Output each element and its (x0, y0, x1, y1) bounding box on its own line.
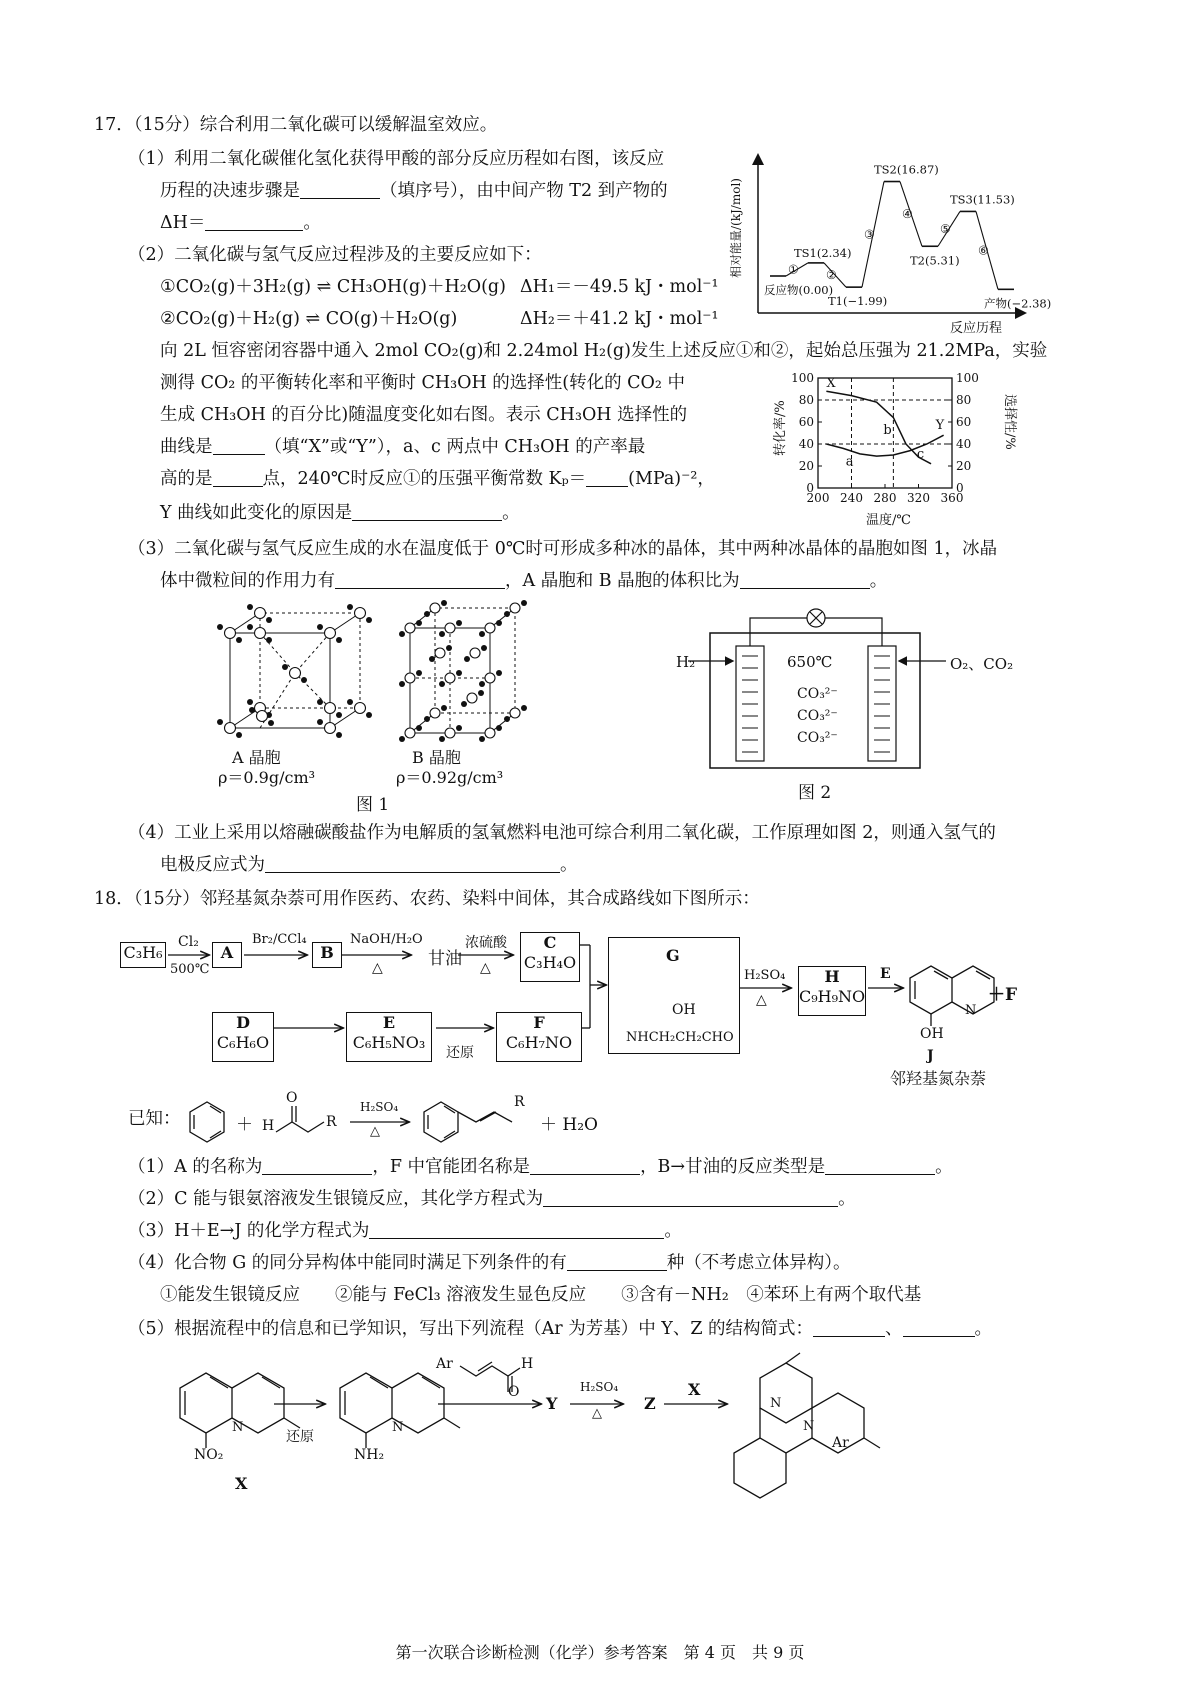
y-tick-label-right: 100 (956, 371, 979, 385)
point-label-b: b (883, 422, 892, 438)
x-reagent: X (688, 1380, 701, 1399)
hydrogen-atom (521, 600, 527, 606)
equation-1 (160, 276, 506, 298)
q17-p1-line2 (160, 180, 668, 202)
q18-q5 (128, 1318, 992, 1340)
phen-n-atom-2: N (803, 1419, 815, 1434)
answer-blank[interactable] (205, 212, 303, 231)
delta-3: △ (756, 992, 767, 1008)
hydrogen-atom (399, 681, 405, 687)
q17-text: ，A 晶胞和 B 晶胞的体积比为 (505, 571, 740, 591)
answer-blank[interactable] (903, 1318, 975, 1337)
phen-ar: Ar (832, 1435, 849, 1451)
y-tick-label-right: 80 (956, 393, 972, 407)
known-label: 已知： (128, 1109, 181, 1129)
oxygen-atom (225, 723, 236, 734)
answer-blank[interactable] (352, 502, 502, 521)
oxygen-atom (445, 728, 455, 738)
x-tick-label: 200 (806, 491, 830, 505)
q17-p1-text: 历程的决速步骤是 (160, 181, 300, 201)
phen-n-atom-1: N (770, 1396, 782, 1411)
hydrogen-atom (439, 631, 445, 637)
hydrogen-atom (301, 677, 307, 683)
y-axis-label-right: 选择性/% (1002, 394, 1017, 450)
q18-text: （2）C 能与银氨溶液发生银镜反应，其化学方程式为 (128, 1189, 544, 1209)
figure-1-caption: 图 1 (356, 795, 390, 815)
hydrogen-atom (479, 736, 485, 742)
h2so4-reagent: H₂SO₄ (744, 968, 786, 983)
hydrogen-atom (247, 604, 253, 610)
hydrogen-atom (496, 725, 502, 731)
oxygen-atom (467, 693, 477, 703)
condition-3: ③含有－NH₂ (621, 1285, 729, 1305)
compound-e-formula: C₆H₅NO₃ (352, 1033, 426, 1052)
oxygen-atom (510, 603, 520, 613)
step-number: ⑤ (940, 221, 951, 236)
compound-f-letter: F (533, 1013, 545, 1032)
s-h2so4: H₂SO₄ (580, 1380, 619, 1394)
equation-text: ①CO₂(g)＋3H₂(g) ⇌ CH₃OH(g)＋H₂O(g) (160, 277, 506, 297)
reduction-label: 还原 (446, 1045, 474, 1061)
answer-blank[interactable] (213, 436, 265, 455)
j-oh-group: OH (920, 1026, 944, 1042)
q18-text: 。 (664, 1221, 682, 1241)
oxygen-atom (225, 628, 236, 639)
condition-1: ①能发生银镜反应 (160, 1285, 300, 1305)
equation-2 (160, 308, 457, 330)
j-n-atom: N (965, 1003, 977, 1018)
conversion-plot (773, 371, 1018, 528)
q17-p1-text: （填序号），由中间产物 T2 到产物的 (380, 181, 668, 201)
y-tick-label: 0 (806, 481, 814, 495)
hydrogen-atom (478, 690, 484, 696)
known-delta: △ (370, 1124, 380, 1139)
equation-2-dh: ΔH₂＝＋41.2 kJ・mol⁻¹ (520, 309, 719, 329)
q18-q4-conditions (160, 1284, 921, 1306)
q17-p1-text: ΔH＝ (160, 213, 206, 233)
hydrogen-atom (317, 719, 323, 725)
hydrogen-atom (456, 670, 462, 676)
hydrogen-atom (366, 712, 372, 718)
q17-text: 高的是 (160, 469, 213, 489)
compound-c-letter: C (543, 933, 557, 952)
hydrogen-atom (416, 620, 422, 626)
cell-b-density: ρ＝0.92g/cm³ (396, 768, 504, 787)
figure-2-caption: 图 2 (798, 783, 832, 803)
hydrogen-atom (217, 624, 223, 630)
hydrogen-atom (236, 732, 242, 738)
answer-blank[interactable] (369, 1220, 664, 1239)
cell-b-atoms (399, 600, 527, 742)
x-tick-label: 360 (940, 491, 964, 505)
compound-c-formula: C₃H₄O (523, 953, 577, 972)
oxygen-atom (325, 723, 336, 734)
x-n-atom: N (232, 1420, 244, 1435)
q17-p2-line8 (160, 468, 715, 490)
oxygen-atom (435, 648, 445, 658)
y-tick-label-right: 60 (956, 415, 972, 429)
oxygen-atom (485, 623, 495, 633)
energy-profile-chart (729, 148, 1052, 338)
series-Y-label: Y (935, 418, 945, 434)
hydrogen-atom (217, 719, 223, 725)
answer-blank[interactable] (530, 1156, 640, 1175)
hydrogen-atom (249, 707, 255, 713)
compound-f-formula: C₆H₇NO (505, 1033, 573, 1052)
oxygen-atom (325, 628, 336, 639)
known-h: H (262, 1118, 275, 1134)
z-label: Z (644, 1394, 656, 1413)
q17-text: 曲线是 (160, 437, 213, 457)
energy-plot (764, 163, 1051, 311)
q17-p1-line1: （1）利用二氧化碳催化氢化获得甲酸的部分反应历程如右图，该反应 (128, 149, 665, 169)
y-tick-label: 100 (791, 371, 814, 385)
q18-text: 。 (974, 1319, 993, 1339)
page-footer: 第一次联合诊断检测（化学）参考答案 第 4 页 共 9 页 (395, 1643, 805, 1662)
y-axis-label: 相对能量/(kJ/mol) (729, 178, 743, 278)
point-label-c: c (916, 447, 925, 462)
q18-title: 18．（15分）邻羟基氮杂萘可用作医药、农药、染料中间体，其合成路线如下图所示： (94, 889, 760, 909)
q18-q2 (128, 1188, 856, 1210)
x-axis-label: 温度/℃ (866, 513, 911, 528)
conversion-chart (770, 366, 1020, 531)
compound-e-letter: E (382, 1013, 396, 1032)
known-o: O (286, 1090, 298, 1106)
y-tick-label: 40 (798, 437, 814, 451)
point-label-a: a (845, 454, 854, 470)
compound-e-box (346, 1012, 432, 1062)
energy-label: T1(−1.99) (828, 294, 888, 309)
oxygen-atom (355, 608, 366, 619)
hydrogen-atom (236, 637, 242, 643)
energy-label: TS2(16.87) (874, 162, 939, 177)
q17-p2-line5: 测得 CO₂ 的平衡转化率和平衡时 CH₃OH 的选择性(转化的 CO₂ 中 (160, 373, 685, 393)
known-h2o: ＋ H₂O (540, 1115, 598, 1135)
compound-j-letter: J (927, 1048, 934, 1064)
hydrogen-atom (461, 701, 467, 707)
energy-label: TS3(11.53) (950, 192, 1015, 207)
delta-1: △ (372, 960, 383, 976)
compound-b-box: B (312, 942, 342, 968)
temp-500: 500℃ (170, 962, 210, 977)
q18-q4 (128, 1252, 851, 1274)
x-no2-group: NO₂ (194, 1447, 224, 1463)
hydrogen-atom (441, 600, 447, 606)
answer-blank[interactable] (825, 1156, 935, 1175)
conc-h2so4: 浓硫酸 (465, 935, 507, 951)
q18-text: 、 (885, 1319, 903, 1339)
answer-blank[interactable] (300, 180, 380, 199)
hydrogen-atom (282, 664, 288, 670)
oxygen-atom (445, 623, 455, 633)
cell-a-density: ρ＝0.9g/cm³ (218, 768, 316, 787)
hydrogen-atom (317, 699, 323, 705)
s-reduction: 还原 (286, 1429, 314, 1445)
compound-h-box (798, 966, 866, 1016)
q18-text: （4）化合物 G 的同分异构体中能同时满足下列条件的有 (128, 1253, 567, 1273)
q18-text: （5）根据流程中的信息和已学知识，写出下列流程（Ar 为芳基）中 Y、Z 的结构简式： (128, 1319, 814, 1339)
series-Y-line (826, 435, 943, 456)
hydrogen-atom (366, 617, 372, 623)
q17-text: （填“X”或“Y”），a、c 两点中 CH₃OH 的产率最 (264, 437, 646, 457)
q17-p1-text: 。 (303, 213, 321, 233)
oxygen-atom (290, 668, 301, 679)
cl2-reagent: Cl₂ (178, 934, 199, 950)
oxygen-atom (485, 673, 495, 683)
hydrogen-atom (504, 716, 510, 722)
q18-q3 (128, 1220, 682, 1242)
compound-d-box (212, 1012, 274, 1062)
compound-h-letter: H (824, 967, 840, 986)
hydrogen-atom (317, 624, 323, 630)
condition-4: ④苯环上有两个取代基 (746, 1285, 922, 1305)
delta-2: △ (480, 960, 491, 976)
y-tick-label: 20 (798, 459, 814, 473)
y-tick-label-right: 20 (956, 459, 972, 473)
q17-p3-line2 (160, 570, 887, 592)
cell-temperature: 650℃ (787, 653, 833, 671)
q17-p2-line4: 向 2L 恒容密闭容器中通入 2mol CO₂(g)和 2.24mol H₂(g)发生上述反应①和②，起始总压强为 21.2MPa，实验 (160, 341, 1048, 361)
hydrogen-atom (247, 624, 253, 630)
compound-j-name: 邻羟基氮杂萘 (890, 1069, 987, 1088)
hydrogen-atom (268, 720, 274, 726)
carbonate-ion-3: CO₃²⁻ (797, 730, 838, 746)
q17-text: 电极反应式为 (160, 855, 265, 875)
q17-text: Y 曲线如此变化的原因是 (160, 503, 353, 523)
equation-text: ②CO₂(g)＋H₂(g) ⇌ CO(g)＋H₂O(g) (160, 309, 458, 329)
q18-text: ，F 中官能团名称是 (372, 1157, 531, 1177)
q18-text: 。 (838, 1189, 856, 1209)
c3h6-box: C₃H₆ (120, 942, 166, 968)
q17-text: 点，240℃时反应①的压强平衡常数 Kₚ＝ (262, 469, 587, 489)
energy-label: T2(5.31) (910, 253, 960, 268)
oxygen-atom (485, 728, 495, 738)
q18-text: （3）H＋E→J 的化学方程式为 (128, 1221, 370, 1241)
oxygen-atom (255, 628, 266, 639)
hydrogen-atom (439, 736, 445, 742)
x-tick-label: 240 (840, 491, 863, 505)
oxygen-atom (255, 608, 266, 619)
y-axis-label-left: 转化率/% (773, 400, 788, 456)
hydrogen-atom (441, 705, 447, 711)
x-axis-label: 反应历程 (950, 321, 1003, 336)
q17-p4-line2 (160, 854, 578, 876)
hydrogen-atom (399, 631, 405, 637)
q17-text: 体中微粒间的作用力有 (160, 571, 335, 591)
q18-text: 种（不考虑立体异构）。 (666, 1253, 851, 1273)
step-number: ② (826, 268, 837, 283)
compound-h-formula: C₉H₉NO (799, 987, 866, 1006)
x-tick-label: 280 (873, 491, 897, 505)
hydrogen-atom (347, 699, 353, 705)
hydrogen-atom (247, 699, 253, 705)
compound-d-letter: D (236, 1013, 250, 1032)
oxygen-atom (430, 603, 440, 613)
hydrogen-atom (347, 604, 353, 610)
step-number: ③ (864, 227, 875, 242)
h2-inlet-label: H₂ (676, 653, 696, 671)
hydrogen-atom (266, 637, 272, 643)
y-tick-label-right: 40 (956, 437, 972, 451)
hydrogen-atom (336, 732, 342, 738)
carbonate-ion-2: CO₃²⁻ (797, 708, 838, 724)
hydrogen-atom (336, 712, 342, 718)
oxygen-atom (355, 703, 366, 714)
q17-p2-line1: （2）二氧化碳与氢气反应过程涉及的主要反应如下： (128, 245, 542, 265)
answer-blank[interactable] (543, 1188, 838, 1207)
glycerol: 甘油 (428, 949, 462, 969)
hydrogen-atom (496, 670, 502, 676)
hydrogen-atom (456, 725, 462, 731)
cell-a-label: A 晶胞 (232, 748, 281, 767)
compound-g-letter: G (666, 946, 680, 965)
q17-p3-line1: （3）二氧化碳与氢气反应生成的水在温度低于 0℃时可形成多种冰的晶体，其中两种冰晶体的晶胞如图 1，冰晶 (128, 539, 998, 559)
br2-reagent: Br₂/CCl₄ (252, 932, 307, 947)
q17-text: (MPa)⁻²， (628, 469, 715, 489)
carbonate-ion-1: CO₃²⁻ (797, 686, 838, 702)
hydrogen-atom (429, 656, 435, 662)
q17-text: 。 (869, 571, 888, 591)
oxygen-atom (405, 623, 415, 633)
answer-blank[interactable] (567, 1252, 667, 1271)
oxygen-atom (430, 708, 440, 718)
energy-label: 产物(−2.38) (984, 296, 1052, 311)
q18-text: （1）A 的名称为 (128, 1157, 263, 1177)
series-X-line (826, 391, 931, 464)
hydrogen-atom (416, 670, 422, 676)
answer-blank[interactable] (213, 468, 263, 487)
series-X-label: X (826, 376, 836, 392)
x-tick-label: 320 (907, 491, 930, 505)
hydrogen-atom (481, 645, 487, 651)
q18-q1 (128, 1156, 953, 1178)
enal-h: H (521, 1356, 534, 1372)
hydrogen-atom (439, 681, 445, 687)
answer-blank[interactable] (813, 1318, 885, 1337)
oxygen-atom (510, 708, 520, 718)
step-number: ④ (902, 206, 913, 221)
y-tick-label-right: 0 (956, 481, 964, 495)
hydrogen-atom (446, 645, 452, 651)
q17-p2-line9 (160, 502, 520, 524)
oxygen-atom (470, 648, 480, 658)
known-plus: ＋ (236, 1115, 253, 1135)
hydrogen-atom (336, 637, 342, 643)
e-reagent: E (880, 966, 891, 982)
energy-label: 反应物(0.00) (764, 283, 834, 297)
q17-p4-line1: （4）工业上采用以熔融碳酸盐作为电解质的氢氧燃料电池可综合利用二氧化碳，工作原理如图 2，则通入氢气的 (128, 823, 996, 843)
hydrogen-atom (504, 611, 510, 617)
step-number: ⑥ (978, 243, 989, 258)
known-h2so4: H₂SO₄ (360, 1100, 399, 1114)
cell-b-label: B 晶胞 (412, 748, 461, 767)
oxygen-atom (325, 703, 336, 714)
known-r: R (326, 1114, 337, 1130)
o2-co2-inlet-label: O₂、CO₂ (950, 655, 1014, 673)
amine-n-atom: N (392, 1420, 404, 1435)
hydrogen-atom (424, 716, 430, 722)
answer-blank[interactable] (262, 1156, 372, 1175)
hydrogen-atom (456, 620, 462, 626)
plus-f: ＋F (988, 985, 1018, 1005)
hydrogen-atom (521, 705, 527, 711)
compound-a-box: A (212, 942, 242, 968)
oxygen-atom (405, 673, 415, 683)
j-structure (910, 966, 994, 1026)
cell-a-atoms (217, 604, 372, 738)
enal-ar: Ar (436, 1356, 453, 1372)
compound-d-formula: C₆H₆O (216, 1033, 270, 1052)
hydrogen-atom (399, 736, 405, 742)
answer-blank[interactable] (586, 468, 628, 487)
equation-1-dh: ΔH₁＝－49.5 kJ・mol⁻¹ (520, 277, 719, 297)
g-side-chain: NHCH₂CH₂CHO (626, 1030, 734, 1045)
hydrogen-atom (416, 725, 422, 731)
hydrogen-atom (266, 617, 272, 623)
hydrogen-atom (479, 681, 485, 687)
q17-p1-line3 (160, 212, 321, 234)
known-r2: R (514, 1094, 525, 1110)
q17-p2-line6: 生成 CH₃OH 的百分比)随温度变化如右图。表示 CH₃OH 选择性的 (160, 405, 688, 425)
g-oh-group: OH (672, 1002, 696, 1018)
hydrogen-atom (496, 620, 502, 626)
oxygen-atom (445, 673, 455, 683)
q17-text: 。 (560, 855, 578, 875)
q18-text: ，B→甘油的反应类型是 (640, 1157, 826, 1177)
x-label: X (235, 1474, 248, 1493)
compound-f-box (496, 1012, 582, 1062)
answer-blank[interactable] (740, 570, 870, 589)
y-tick-label: 80 (798, 393, 814, 407)
energy-label: TS1(2.34) (794, 245, 852, 260)
y-label: Y (546, 1394, 558, 1413)
q17-text: 。 (502, 503, 520, 523)
q17-p2-line7 (160, 436, 645, 458)
enal-o: O (508, 1384, 520, 1400)
s-delta: △ (592, 1406, 602, 1421)
hydrogen-atom (464, 656, 470, 662)
y-tick-label: 60 (798, 415, 814, 429)
naoh-reagent: NaOH/H₂O (350, 932, 423, 947)
condition-2: ②能与 FeCl₃ 溶液发生显色反应 (335, 1285, 587, 1305)
oxygen-atom (405, 728, 415, 738)
amine-nh2: NH₂ (354, 1447, 385, 1463)
hydrogen-atom (424, 611, 430, 617)
q17-title: 17．（15分）综合利用二氧化碳可以缓解温室效应。 (94, 115, 498, 135)
hydrogen-atom (479, 631, 485, 637)
step-number: ① (788, 262, 799, 277)
compound-c-box (520, 932, 580, 982)
q18-text: 。 (935, 1157, 953, 1177)
oxygen-atom (257, 711, 268, 722)
answer-blank[interactable] (335, 570, 505, 589)
answer-blank[interactable] (265, 854, 560, 873)
